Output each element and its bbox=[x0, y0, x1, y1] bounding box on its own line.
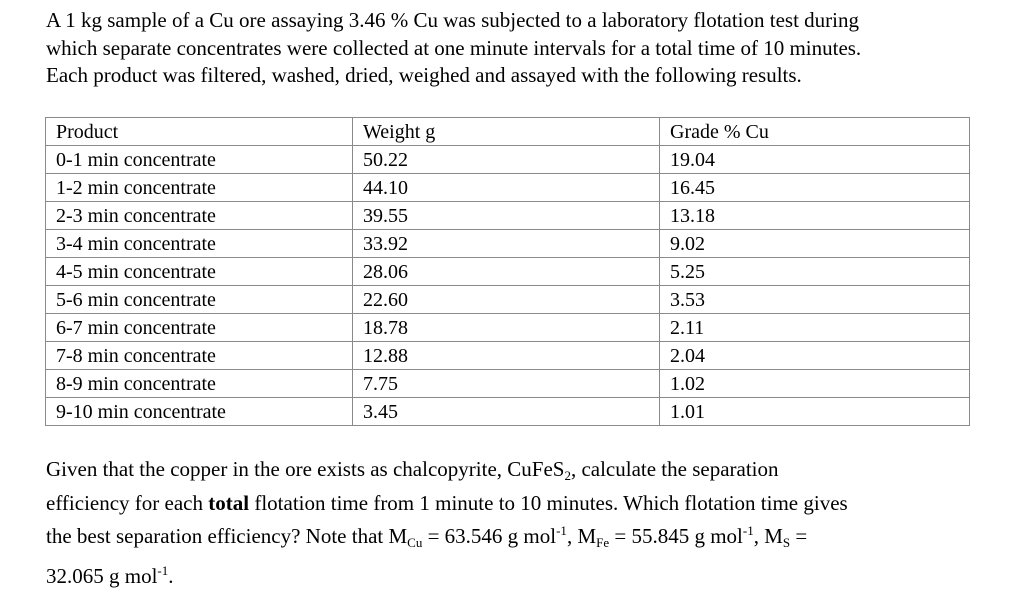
intro-line: which separate concentrates were collected at one minute intervals for a total time of 10 minutes. bbox=[46, 35, 996, 63]
product-cell: 6-7 min concentrate bbox=[46, 314, 353, 342]
results-table bbox=[45, 117, 970, 426]
question-line: the best separation efficiency? Note that $M_{Cu} = 63.546$ g mol$^{-1}$, $M_{Fe} = 55.845$ g mol$^{-1}$, $M_S$ = bbox=[46, 517, 986, 557]
weight-cell: 12.88 bbox=[353, 342, 660, 370]
intro-paragraph bbox=[46, 7, 996, 90]
product-cell: 4-5 min concentrate bbox=[46, 258, 353, 286]
product-cell: 8-9 min concentrate bbox=[46, 370, 353, 398]
product-cell: 3-4 min concentrate bbox=[46, 230, 353, 258]
product-cell: 1-2 min concentrate bbox=[46, 174, 353, 202]
table-row bbox=[46, 286, 970, 314]
grade-cell: 2.11 bbox=[660, 314, 970, 342]
product-cell: 7-8 min concentrate bbox=[46, 342, 353, 370]
table-row bbox=[46, 314, 970, 342]
grade-cell: 5.25 bbox=[660, 258, 970, 286]
weight-cell: 39.55 bbox=[353, 202, 660, 230]
weight-cell: 44.10 bbox=[353, 174, 660, 202]
weight-cell: 3.45 bbox=[353, 398, 660, 426]
weight-cell: 50.22 bbox=[353, 146, 660, 174]
weight-cell: 28.06 bbox=[353, 258, 660, 286]
grade-cell: 13.18 bbox=[660, 202, 970, 230]
emphasis-total: total bbox=[208, 491, 249, 515]
table-row bbox=[46, 202, 970, 230]
table-row bbox=[46, 398, 970, 426]
grade-cell: 2.04 bbox=[660, 342, 970, 370]
intro-line: Each product was filtered, washed, dried, weighed and assayed with the following results. bbox=[46, 62, 996, 90]
table-row bbox=[46, 342, 970, 370]
product-cell: 9-10 min concentrate bbox=[46, 398, 353, 426]
header-weight: Weight g bbox=[353, 118, 660, 146]
grade-cell: 16.45 bbox=[660, 174, 970, 202]
question-line: 32.065 g mol$^{-1}$. bbox=[46, 557, 986, 590]
intro-line: A 1 kg sample of a Cu ore assaying 3.46 % Cu was subjected to a laboratory flotation test during bbox=[46, 7, 996, 35]
weight-cell: 22.60 bbox=[353, 286, 660, 314]
table-row bbox=[46, 258, 970, 286]
question-line: efficiency for each total flotation time from 1 minute to 10 minutes. Which flotation time gives bbox=[46, 490, 986, 518]
question-paragraph bbox=[46, 456, 986, 590]
table-row bbox=[46, 370, 970, 398]
grade-cell: 9.02 bbox=[660, 230, 970, 258]
grade-cell: 1.02 bbox=[660, 370, 970, 398]
grade-cell: 1.01 bbox=[660, 398, 970, 426]
product-cell: 2-3 min concentrate bbox=[46, 202, 353, 230]
weight-cell: 33.92 bbox=[353, 230, 660, 258]
header-product: Product bbox=[46, 118, 353, 146]
grade-cell: 19.04 bbox=[660, 146, 970, 174]
question-line: Given that the copper in the ore exists as chalcopyrite, CuFeS$_2$, calculate the separation bbox=[46, 456, 986, 490]
header-grade: Grade % Cu bbox=[660, 118, 970, 146]
table-row bbox=[46, 174, 970, 202]
table-row bbox=[46, 146, 970, 174]
weight-cell: 18.78 bbox=[353, 314, 660, 342]
weight-cell: 7.75 bbox=[353, 370, 660, 398]
product-cell: 5-6 min concentrate bbox=[46, 286, 353, 314]
table-header-row bbox=[46, 118, 970, 146]
table-row bbox=[46, 230, 970, 258]
product-cell: 0-1 min concentrate bbox=[46, 146, 353, 174]
grade-cell: 3.53 bbox=[660, 286, 970, 314]
